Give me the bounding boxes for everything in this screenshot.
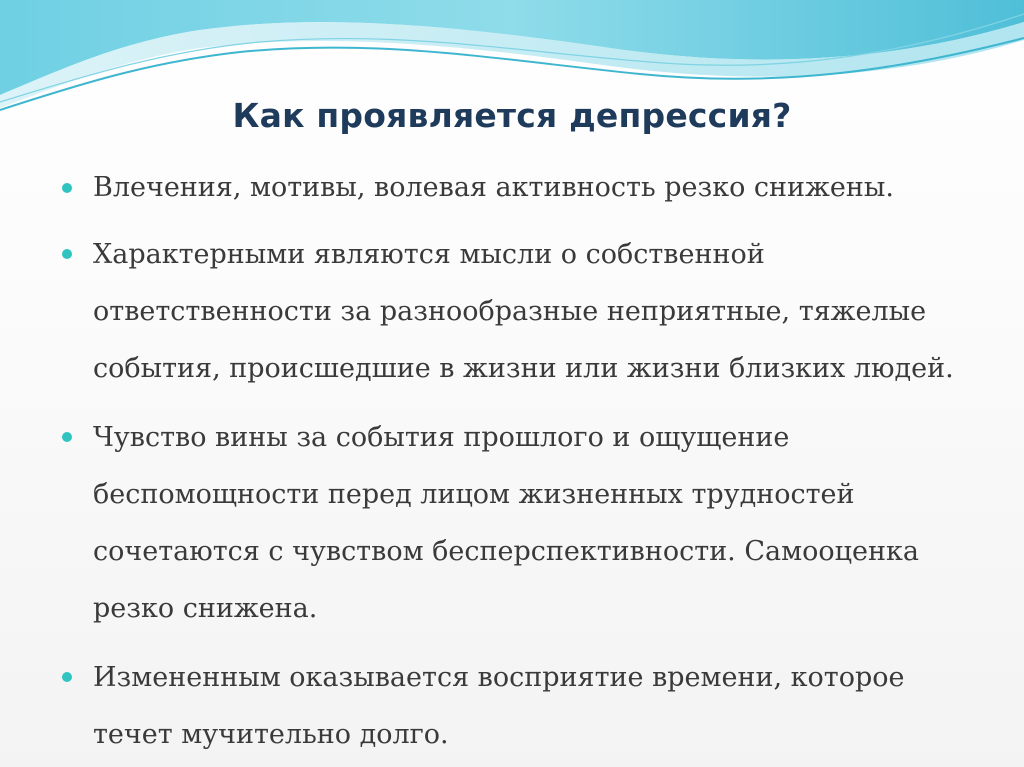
bullet-text: Измененным оказывается восприятие времени, которое течет мучительно долго. (93, 662, 905, 750)
bullet-marker-icon (62, 183, 72, 193)
bullet-text: Влечения, мотивы, волевая активность резко снижены. (93, 172, 894, 203)
bullet-marker-icon (62, 672, 72, 682)
bullet-item-4 (60, 649, 960, 763)
bullet-item-2 (60, 226, 960, 397)
bullet-marker-icon (62, 249, 72, 259)
bullet-marker-icon (62, 432, 72, 442)
bullet-item-3 (60, 409, 960, 637)
bullet-list (60, 166, 960, 767)
bullet-text: Чувство вины за события прошлого и ощущение беспомощности перед лицом жизненных трудностей сочетаются с чувством бесперспективности. Самооценка резко снижена. (93, 422, 919, 624)
bullet-text: Характерными являются мысли о собственной ответственности за разнообразные неприятные, тяжелые события, происшедшие в жизни или жизни близких людей. (93, 239, 954, 384)
bullet-item-1 (60, 166, 960, 210)
slide-title: Как проявляется депрессия? (232, 96, 792, 135)
